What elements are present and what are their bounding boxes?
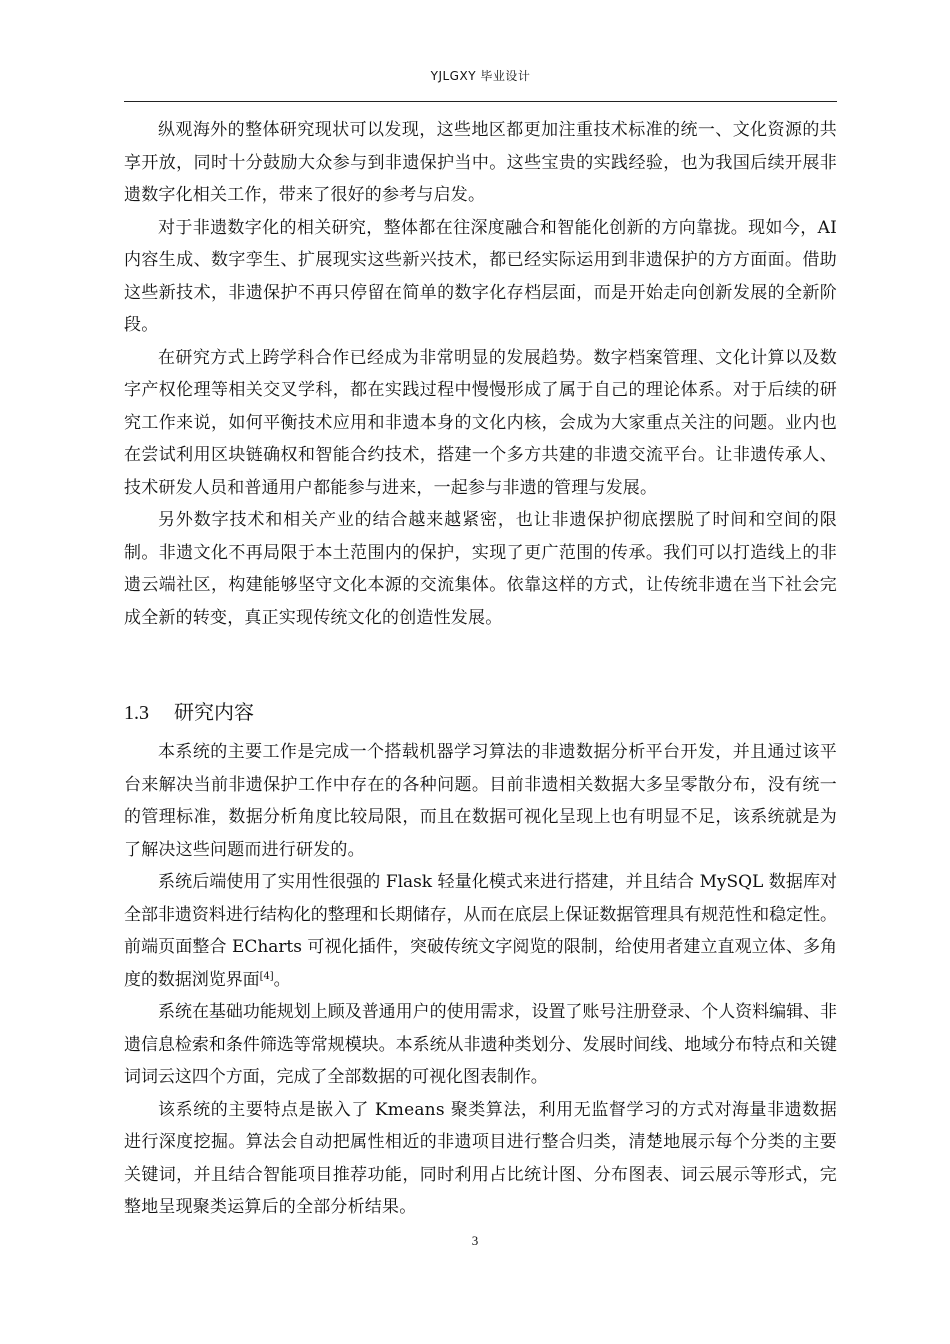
section-title-row <box>124 697 837 728</box>
page-header <box>124 64 837 102</box>
paragraph-kmeans-feature: 该系统的主要特点是嵌入了 Kmeans 聚类算法，利用无监督学习的方式对海量非遗数据进行深度挖掘。算法会自动把属性相近的非遗项目进行整合归类，清楚地展示每个分类的主要关键词，并且结合智能项目推荐功能，同时利用占比统计图、分布图表、词云展示等形式，完整地呈现聚类运算后的全部分析结果。 <box>124 1099 837 1217</box>
citation-trailing-punct: 。 <box>273 969 291 990</box>
paragraph-digitization-trends: 对于非遗数字化的相关研究，整体都在往深度融合和智能化创新的方向靠拢。现如今，AI 内容生成、数字孪生、扩展现实这些新兴技术，都已经实际运用到非遗保护的方方面面。借助这些新技术，非遗保护不再只停留在简单的数字化存档层面，而是开始走向创新发展的全新阶段。 <box>124 217 837 335</box>
citation-ref: [4] <box>259 970 274 982</box>
body-text-lower <box>124 736 837 1224</box>
section-number: 1.3 <box>124 702 149 724</box>
paragraph-system-goal: 本系统的主要工作是完成一个搭载机器学习算法的非遗数据分析平台开发，并且通过该平台来解决当前非遗保护工作中存在的各种问题。目前非遗相关数据大多呈零散分布，没有统一的管理标准，数据分析角度比较局限，而且在数据可视化呈现上也有明显不足，该系统就是为了解决这些问题而进行研发的。 <box>124 742 837 860</box>
architecture-text: 系统后端使用了实用性很强的 Flask 轻量化模式来进行搭建，并且结合 MySQL 数据库对全部非遗资料进行结构化的整理和长期储存，从而在底层上保证数据管理具有规范性和稳定性。前端页面整合 ECharts 可视化插件，突破传统文字阅览的限制，给使用者建立直观立体、多角度的数据浏览界面 <box>124 872 837 990</box>
paragraph-industry-integration: 另外数字技术和相关产业的结合越来越紧密，也让非遗保护彻底摆脱了时间和空间的限制。非遗文化不再局限于本土范围内的保护，实现了更广范围的传承。我们可以打造线上的非遗云端社区，构建能够坚守文化本源的交流集体。依靠这样的方式，让传统非遗在当下社会完成全新的转变，真正实现传统文化的创造性发展。 <box>124 510 837 628</box>
header-title: YJLGXY 毕业设计 <box>430 69 531 83</box>
section-heading <box>124 697 837 728</box>
body-text-upper <box>124 114 837 634</box>
paragraph-basic-features: 系统在基础功能规划上顾及普通用户的使用需求，设置了账号注册登录、个人资料编辑、非遗信息检索和条件筛选等常规模块。本系统从非遗种类划分、发展时间线、地域分布特点和关键词词云这四个方面，完成了全部数据的可视化图表制作。 <box>124 1002 837 1087</box>
section-title: 研究内容 <box>174 700 254 724</box>
paragraph-interdisciplinary: 在研究方式上跨学科合作已经成为非常明显的发展趋势。数字档案管理、文化计算以及数字产权伦理等相关交叉学科，都在实践过程中慢慢形成了属于自己的理论体系。对于后续的研究工作来说，如何平衡技术应用和非遗本身的文化内核，会成为大家重点关注的问题。业内也在尝试利用区块链确权和智能合约技术，搭建一个多方共建的非遗交流平台。让非遗传承人、技术研发人员和普通用户都能参与进来，一起参与非遗的管理与发展。 <box>124 347 837 498</box>
paragraph-overseas-summary: 纵观海外的整体研究现状可以发现，这些地区都更加注重技术标准的统一、文化资源的共享开放，同时十分鼓励大众参与到非遗保护当中。这些宝贵的实践经验，也为我国后续开展非遗数字化相关工作，带来了很好的参考与启发。 <box>124 120 837 205</box>
page-number: 3 <box>471 1233 479 1248</box>
paragraph-system-architecture <box>124 866 837 996</box>
